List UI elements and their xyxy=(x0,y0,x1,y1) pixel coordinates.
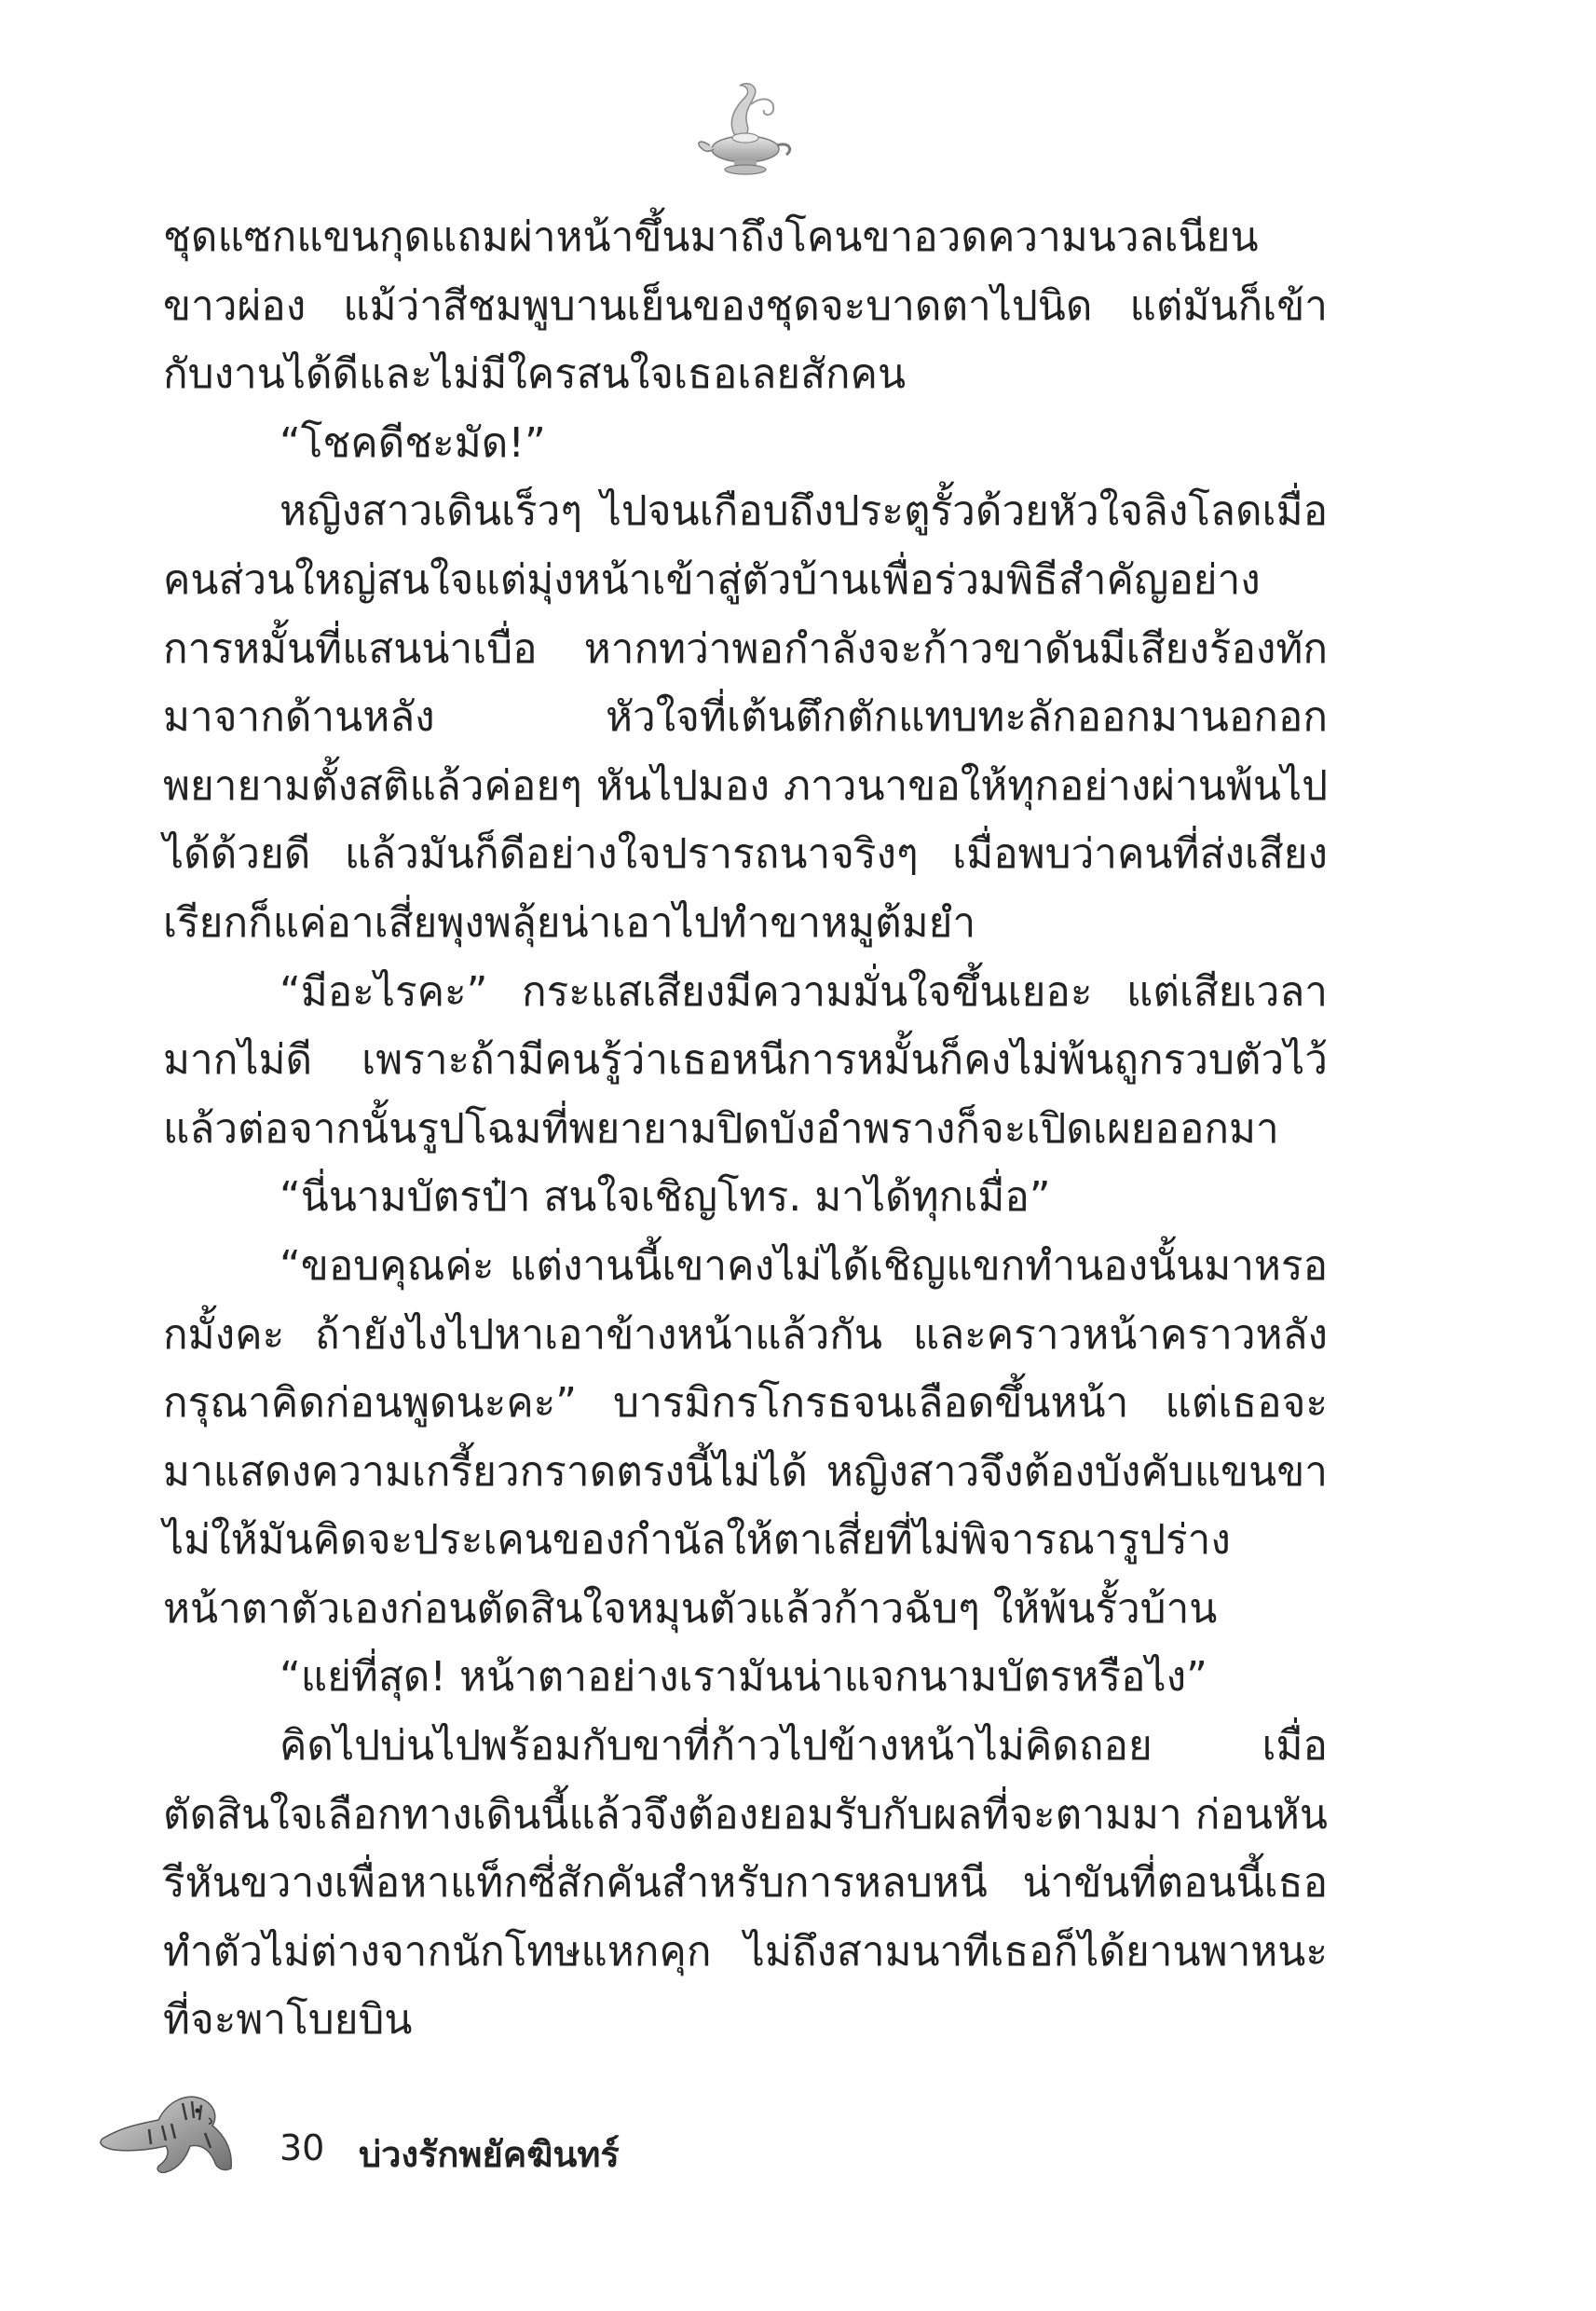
paragraph: “ขอบคุณค่ะ แต่งานนี้เขาคงไม่ได้เชิญแขกทำนองนั้นมาหรอกมั้งคะ ถ้ายังไงไปหาเอาข้างหน้าแล้วกัน และคราวหน้าคราวหลังกรุณาคิดก่อนพูดนะคะ” บารมิกรโกรธจนเลือดขึ้นหน้า แต่เธอจะมาแสดงความเกรี้ยวกราดตรงนี้ไม่ได้ หญิงสาวจึงต้องบังคับแขนขาไม่ให้มันคิดจะประเคนของกำนัลให้ตาเสี่ยที่ไม่พิจารณารูปร่างหน้าตาตัวเองก่อนตัดสินใจหมุนตัวแล้วก้าวฉับๆ ให้พ้นรั้วบ้าน xyxy=(163,1241,1328,1633)
page-number: 30 xyxy=(280,2127,325,2168)
paragraph: “มีอะไรคะ” กระแสเสียงมีความมั่นใจขึ้นเยอะ แต่เสียเวลามากไม่ดี เพราะถ้ามีคนรู้ว่าเธอหนีการหมั้นก็คงไม่พ้นถูกรวบตัวไว้ แล้วต่อจากนั้นรูปโฉมที่พยายามปิดบังอำพรางก็จะเปิดเผยออกมา xyxy=(163,967,1328,1153)
paragraph: หญิงสาวเดินเร็วๆ ไปจนเกือบถึงประตูรั้วด้วยหัวใจลิงโลดเมื่อคนส่วนใหญ่สนใจแต่มุ่งหน้าเข้าสู่ตัวบ้านเพื่อร่วมพิธีสำคัญอย่างการหมั้นที่แสนน่าเบื่อ หากทว่าพอกำลังจะก้าวขาดันมีเสียงร้องทักมาจากด้านหลัง หัวใจที่เต้นตึกตักแทบทะลักออกมานอกอก พยายามตั้งสติแล้วค่อยๆ หันไปมอง ภาวนาขอให้ทุกอย่างผ่านพ้นไปได้ด้วยดี แล้วมันก็ดีอย่างใจปรารถนาจริงๆ เมื่อพบว่าคนที่ส่งเสียงเรียกก็แค่อาเสี่ยพุงพลุ้ยน่าเอาไปทำขาหมูต้มยำ xyxy=(163,487,1328,947)
book-title: บ่วงรักพยัคฆินทร์ xyxy=(359,2134,620,2175)
body-text xyxy=(163,203,1328,2055)
paragraph: “นี่นามบัตรป๋า สนใจเชิญโทร. มาได้ทุกเมื่อ” xyxy=(280,1173,1051,1222)
paragraph: “แย่ที่สุด! หน้าตาอย่างเรามันน่าแจกนามบัตรหรือไง” xyxy=(280,1653,1207,1702)
paragraph: คิดไปบ่นไปพร้อมกับขาที่ก้าวไปข้างหน้าไม่คิดถอย เมื่อตัดสินใจเลือกทางเดินนี้แล้วจึงต้องยอมรับกับผลที่จะตามมา ก่อนหันรีหันขวางเพื่อหาแท็กซี่สักคันสำหรับการหลบหนี น่าขันที่ตอนนี้เธอทำตัวไม่ต่างจากนักโทษแหกคุก ไม่ถึงสามนาทีเธอก็ได้ยานพาหนะที่จะพาโบยบิน xyxy=(163,1722,1328,2044)
paragraph: “โชคดีชะมัด!” xyxy=(280,418,546,467)
paragraph: ชุดแซกแขนกุดแถมผ่าหน้าขึ้นมาถึงโคนขาอวดความนวลเนียนขาวผ่อง แม้ว่าสีชมพูบานเย็นของชุดจะบาดตาไปนิด แต่มันก็เข้ากับงานได้ดีและไม่มีใครสนใจเธอเลยสักคน xyxy=(163,213,1328,399)
tiger-icon xyxy=(93,2083,242,2185)
page-footer xyxy=(93,2083,932,2195)
lamp-genie-ornament-icon xyxy=(689,76,801,188)
